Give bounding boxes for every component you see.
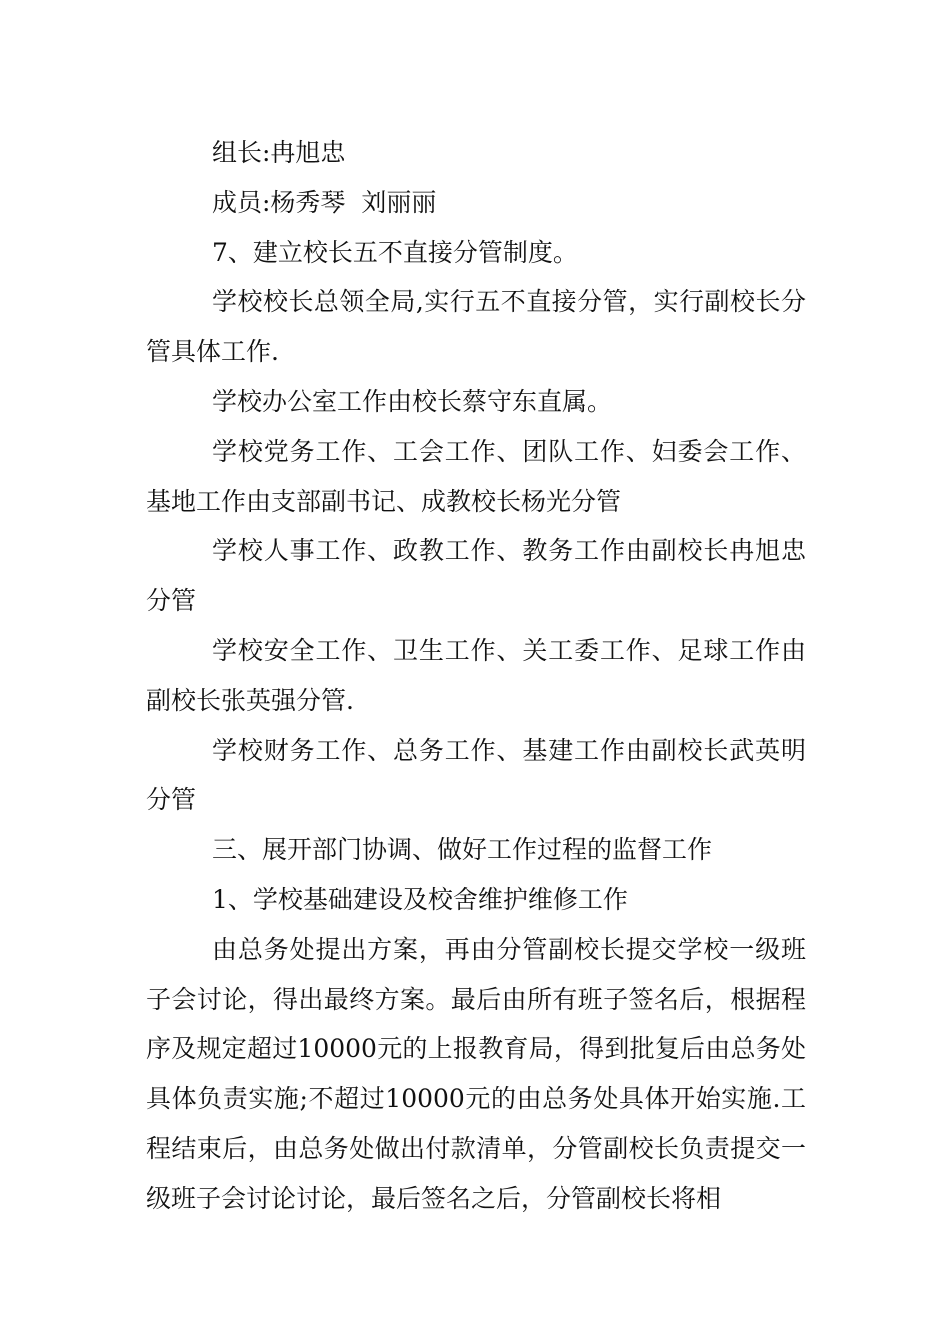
paragraph-principal-role: 学校校长总领全局,实行五不直接分管，实行副校长分管具体工作. bbox=[146, 287, 806, 367]
paragraph-construction-process: 由总务处提出方案，再由分管副校长提交学校一级班子会讨论，得出最终方案。最后由所有班子签名后，根据程序及规定超过10000元的上报教育局，得到批复后由总务处具体负责实施;不超过10000元的由总务处具体开始实施.工程结束后，由总务处做出付款清单，分管副校长负责提交一级班子会讨论讨论，最后签名之后，分管副校长将相 bbox=[146, 934, 806, 1213]
paragraph-party-affairs: 学校党务工作、工会工作、团队工作、妇委会工作、基地工作由支部副书记、成教校长杨光分管 bbox=[146, 436, 806, 516]
paragraph-finance: 学校财务工作、总务工作、基建工作由副校长武英明分管 bbox=[146, 735, 806, 815]
paragraph-heading-7: 7、建立校长五不直接分管制度。 bbox=[212, 237, 578, 267]
paragraph-safety: 学校安全工作、卫生工作、关工委工作、足球工作由副校长张英强分管. bbox=[146, 635, 806, 715]
subheading-1: 1、学校基础建设及校舍维护维修工作 bbox=[212, 884, 628, 914]
paragraph-personnel: 学校人事工作、政教工作、教务工作由副校长冉旭忠分管 bbox=[146, 536, 806, 616]
paragraph-group-members: 成员:杨秀琴 刘丽丽 bbox=[212, 187, 437, 217]
section-heading-3: 三、展开部门协调、做好工作过程的监督工作 bbox=[212, 835, 713, 865]
paragraph-group-leader: 组长:冉旭忠 bbox=[212, 138, 346, 167]
document-body bbox=[146, 128, 806, 1224]
paragraph-office: 学校办公室工作由校长蔡守东直属。 bbox=[212, 386, 613, 416]
